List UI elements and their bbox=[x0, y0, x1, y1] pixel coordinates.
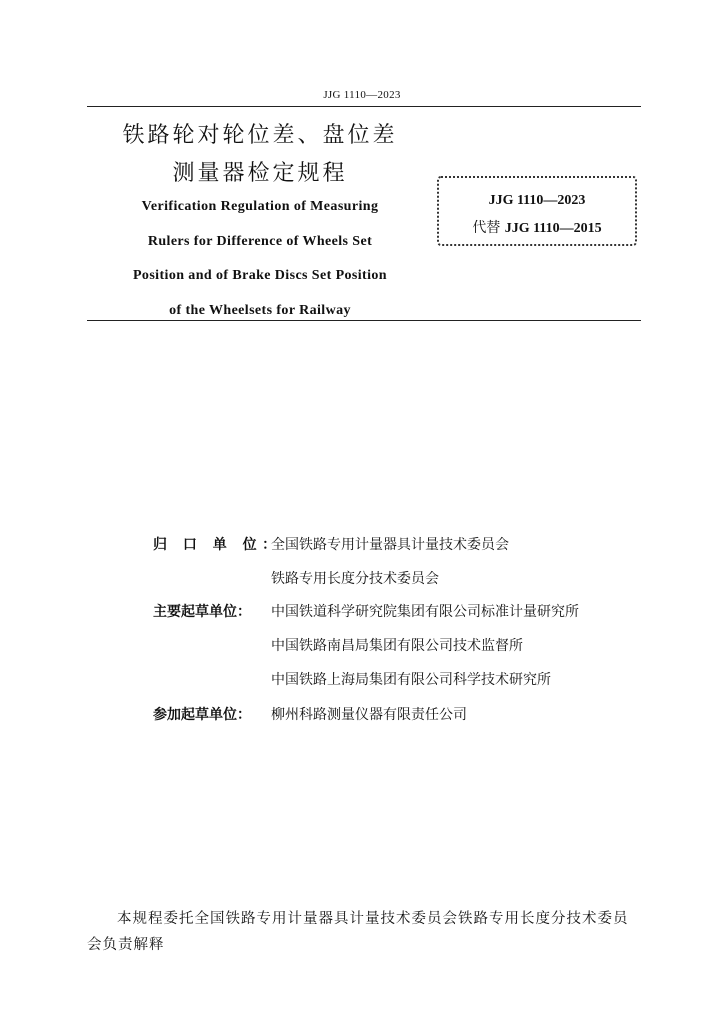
title-bottom-rule bbox=[87, 320, 641, 321]
participating-drafting-unit-1: 柳州科路测量仪器有限责任公司 bbox=[271, 707, 467, 723]
main-drafting-row bbox=[153, 601, 579, 621]
english-title-line-3: Position and of Brake Discs Set Position bbox=[132, 268, 387, 283]
main-drafting-unit-3: 中国铁路上海局集团有限公司科学技术研究所 bbox=[271, 672, 551, 688]
responsible-unit-1: 全国铁路专用计量器具计量技术委员会 bbox=[271, 537, 509, 553]
responsible-unit-2: 铁路专用长度分技术委员会 bbox=[271, 571, 439, 587]
english-title bbox=[100, 190, 420, 328]
chinese-title-line-1: 铁路轮对轮位差、盘位差 bbox=[122, 123, 398, 148]
main-drafting-row-2 bbox=[271, 635, 523, 655]
english-title-line-4: of the Wheelsets for Railway bbox=[169, 302, 351, 318]
main-drafting-unit-2: 中国铁路南昌局集团有限公司技术监督所 bbox=[271, 638, 523, 654]
code-box-replaces bbox=[437, 217, 637, 237]
header-rule bbox=[87, 106, 641, 107]
responsible-unit-row bbox=[153, 534, 509, 554]
english-title-line-1: Verification Regulation of Measuring bbox=[141, 199, 379, 214]
participating-drafting-label: 参加起草单位： bbox=[153, 707, 251, 723]
main-drafting-row-3 bbox=[271, 669, 551, 689]
chinese-title-line-2: 测量器检定规程 bbox=[172, 161, 348, 186]
responsible-unit-row-2 bbox=[271, 568, 439, 588]
header-standard-code: JJG 1110—2023 bbox=[323, 89, 401, 101]
interpretation-note: 本规程委托全国铁路专用计量器具计量技术委员会铁路专用长度分技术委员会负责解释 bbox=[87, 911, 629, 953]
english-title-line-2: Rulers for Difference of Wheels Set bbox=[147, 233, 373, 249]
code-box-code: JJG 1110—2023 bbox=[488, 193, 586, 208]
participating-drafting-row bbox=[153, 704, 467, 724]
responsible-unit-label: 归 口 单 位： bbox=[153, 537, 282, 553]
replace-prefix: 代替 bbox=[472, 220, 501, 236]
main-drafting-label: 主要起草单位： bbox=[153, 604, 251, 620]
main-drafting-unit-1: 中国铁道科学研究院集团有限公司标准计量研究所 bbox=[271, 604, 579, 620]
replace-code: JJG 1110—2015 bbox=[504, 221, 602, 236]
